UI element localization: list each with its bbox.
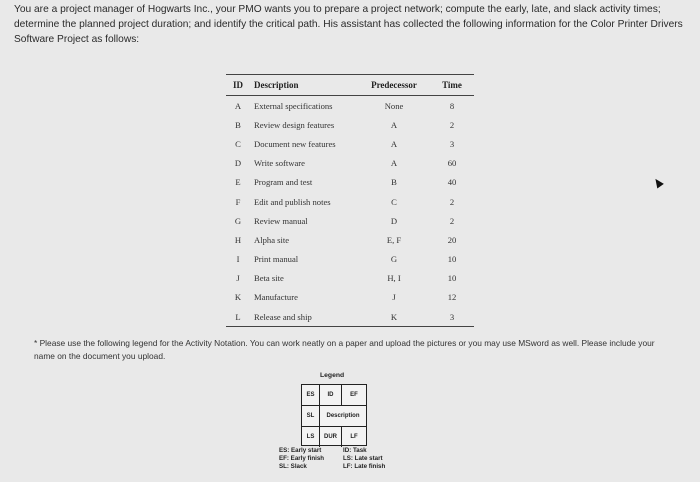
cell-id: L — [226, 307, 250, 327]
table-row — [226, 230, 474, 249]
legend-instruction-note: * Please use the following legend for the Activity Notation. You can work neatly on a paper and upload the pictures or you may use MSword as well. Please include your name on the document you upload. — [34, 338, 655, 361]
legend-es: ES — [302, 385, 320, 405]
table-row — [226, 307, 474, 327]
table-row — [226, 250, 474, 269]
legend-top-row — [302, 385, 366, 406]
cell-description: External specifications — [254, 100, 333, 111]
activity-table-body — [226, 96, 474, 327]
legend-key: ID: Task — [343, 447, 367, 454]
cell-description: Document new features — [254, 138, 336, 149]
cell-description: Edit and publish notes — [254, 196, 331, 207]
problem-statement: You are a project manager of Hogwarts Inc., your PMO wants you to prepare a project network; compute the early, late, and slack activity times; determine the planned project duration; and identify the critical path. His assistant has collected the following information for the Color Printer Drivers Software Project as follows: — [14, 4, 683, 45]
cell-time: 60 — [447, 158, 457, 169]
cell-predecessor: None — [384, 100, 404, 111]
cell-time: 10 — [447, 254, 457, 265]
cell-id: G — [234, 215, 242, 226]
legend-lf: LF — [350, 434, 358, 440]
table-row — [226, 115, 474, 134]
cell-description: Review design features — [254, 119, 335, 130]
legend-key: SL: Slack — [279, 463, 307, 470]
cell-time: 12 — [447, 292, 457, 303]
cell-time: 10 — [447, 273, 457, 284]
cell-id: J — [236, 273, 240, 284]
cell-id: I — [236, 254, 240, 265]
cell-predecessor: B — [391, 177, 397, 188]
cell-time: 8 — [449, 100, 455, 111]
cell-description: Beta site — [254, 273, 284, 284]
cell-predecessor: A — [390, 158, 398, 169]
table-row — [226, 211, 474, 230]
table-row — [226, 96, 474, 116]
legend-sl: SL — [302, 406, 320, 426]
cell-predecessor: C — [391, 196, 397, 207]
cell-id: A — [234, 100, 242, 111]
activity-notation-legend — [301, 384, 367, 446]
table-row — [226, 269, 474, 288]
legend-key: EF: Early finish — [279, 455, 325, 462]
legend-key: LS: Late start — [343, 455, 383, 462]
cell-description: Print manual — [254, 254, 299, 265]
header-predecessor: Predecessor — [358, 75, 430, 96]
cell-description: Write software — [254, 158, 305, 169]
legend-bottom-row — [302, 427, 366, 447]
legend-key: ES: Early start — [279, 447, 322, 454]
activity-table — [226, 74, 474, 327]
table-row — [226, 173, 474, 192]
cell-id: K — [234, 292, 242, 303]
cell-description: Review manual — [254, 215, 308, 226]
cell-description: Program and test — [254, 177, 313, 188]
legend-title: Legend — [320, 372, 345, 379]
cell-id: B — [235, 119, 241, 130]
cell-description: Release and ship — [250, 307, 358, 327]
cell-predecessor: K — [358, 307, 430, 327]
cell-predecessor: A — [390, 119, 398, 130]
cell-predecessor: J — [392, 292, 396, 303]
table-row — [226, 134, 474, 153]
cell-time: 20 — [447, 234, 457, 245]
cell-id: C — [235, 138, 241, 149]
table-header-row — [226, 75, 474, 96]
legend-key-row — [279, 447, 385, 455]
cell-id: H — [234, 234, 242, 245]
header-description: Description — [250, 75, 358, 96]
cell-predecessor: D — [390, 215, 398, 226]
legend-ls: LS — [302, 427, 320, 447]
header-id: ID — [226, 75, 250, 96]
cell-id: E — [235, 177, 241, 188]
cell-id: D — [234, 158, 242, 169]
legend-key-row — [279, 463, 385, 471]
cell-time: 40 — [447, 177, 457, 188]
table-row — [226, 154, 474, 173]
cell-time: 2 — [449, 215, 455, 226]
cell-description: Alpha site — [254, 234, 290, 245]
cell-time: 3 — [449, 138, 455, 149]
cell-predecessor: G — [390, 254, 398, 265]
cell-time: 3 — [430, 307, 474, 327]
legend-key-definitions — [279, 447, 385, 471]
header-time: Time — [430, 75, 474, 96]
cell-time: 2 — [449, 119, 455, 130]
cell-predecessor: H, I — [387, 273, 401, 284]
mouse-cursor-icon — [652, 177, 664, 189]
legend-key: LF: Late finish — [343, 463, 386, 470]
legend-description: Description — [326, 413, 360, 419]
legend-id: ID — [320, 385, 342, 405]
legend-dur: DUR — [320, 427, 342, 447]
table-row — [226, 192, 474, 211]
cell-time: 2 — [449, 196, 455, 207]
cell-predecessor: A — [390, 138, 398, 149]
cell-predecessor: E, F — [386, 234, 402, 245]
cell-description: Manufacture — [254, 292, 298, 303]
legend-key-row — [279, 455, 385, 463]
cell-id: F — [235, 196, 241, 207]
legend-middle-row — [302, 406, 366, 427]
legend-ef: EF — [350, 392, 358, 398]
table-row — [226, 288, 474, 307]
